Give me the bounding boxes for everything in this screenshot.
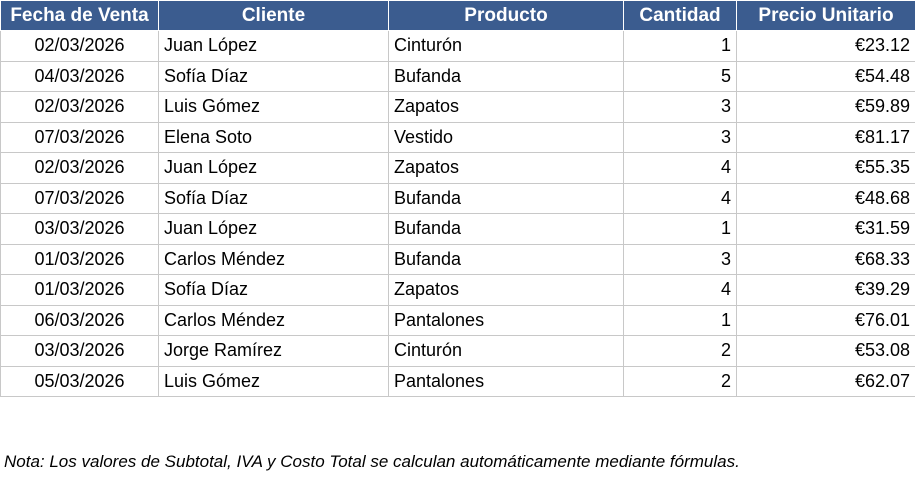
cell-producto[interactable]: Pantalones: [389, 366, 624, 397]
cell-producto[interactable]: Zapatos: [389, 153, 624, 184]
cell-cliente[interactable]: Juan López: [159, 214, 389, 245]
cell-fecha[interactable]: 05/03/2026: [1, 366, 159, 397]
cell-producto[interactable]: Bufanda: [389, 183, 624, 214]
table-row[interactable]: [1, 61, 915, 92]
cell-producto[interactable]: Cinturón: [389, 336, 624, 367]
column-header-cliente[interactable]: Cliente: [159, 1, 389, 31]
cell-cliente[interactable]: Juan López: [159, 153, 389, 184]
cell-cliente[interactable]: Elena Soto: [159, 122, 389, 153]
table-row[interactable]: [1, 92, 915, 123]
column-header-fecha-de-venta[interactable]: Fecha de Venta: [1, 1, 159, 31]
cell-fecha[interactable]: 06/03/2026: [1, 305, 159, 336]
cell-precio[interactable]: €23.12: [737, 31, 915, 62]
table-row[interactable]: [1, 305, 915, 336]
cell-producto[interactable]: Vestido: [389, 122, 624, 153]
cell-cliente[interactable]: Jorge Ramírez: [159, 336, 389, 367]
cell-precio[interactable]: €62.07: [737, 366, 915, 397]
cell-fecha[interactable]: 07/03/2026: [1, 122, 159, 153]
table-header-row: [1, 1, 915, 31]
cell-cliente[interactable]: Luis Gómez: [159, 366, 389, 397]
cell-precio[interactable]: €68.33: [737, 244, 915, 275]
cell-precio[interactable]: €54.48: [737, 61, 915, 92]
cell-precio[interactable]: €48.68: [737, 183, 915, 214]
cell-fecha[interactable]: 02/03/2026: [1, 92, 159, 123]
cell-producto[interactable]: Zapatos: [389, 92, 624, 123]
cell-cantidad[interactable]: 3: [624, 244, 737, 275]
cell-cliente[interactable]: Carlos Méndez: [159, 244, 389, 275]
table-row[interactable]: [1, 214, 915, 245]
cell-producto[interactable]: Cinturón: [389, 31, 624, 62]
column-header-cantidad[interactable]: Cantidad: [624, 1, 737, 31]
table-row[interactable]: [1, 31, 915, 62]
cell-cliente[interactable]: Luis Gómez: [159, 92, 389, 123]
cell-cantidad[interactable]: 4: [624, 183, 737, 214]
cell-fecha[interactable]: 03/03/2026: [1, 336, 159, 367]
cell-fecha[interactable]: 01/03/2026: [1, 275, 159, 306]
cell-cliente[interactable]: Sofía Díaz: [159, 275, 389, 306]
cell-cantidad[interactable]: 5: [624, 61, 737, 92]
table-row[interactable]: [1, 275, 915, 306]
cell-cliente[interactable]: Sofía Díaz: [159, 61, 389, 92]
cell-producto[interactable]: Pantalones: [389, 305, 624, 336]
cell-cantidad[interactable]: 3: [624, 92, 737, 123]
table-row[interactable]: [1, 183, 915, 214]
column-header-precio-unitario[interactable]: Precio Unitario: [737, 1, 915, 31]
cell-cantidad[interactable]: 2: [624, 336, 737, 367]
cell-cantidad[interactable]: 3: [624, 122, 737, 153]
cell-fecha[interactable]: 07/03/2026: [1, 183, 159, 214]
table-row[interactable]: [1, 336, 915, 367]
table-row[interactable]: [1, 244, 915, 275]
cell-cliente[interactable]: Carlos Méndez: [159, 305, 389, 336]
cell-fecha[interactable]: 01/03/2026: [1, 244, 159, 275]
cell-cantidad[interactable]: 4: [624, 153, 737, 184]
cell-producto[interactable]: Bufanda: [389, 61, 624, 92]
cell-cantidad[interactable]: 1: [624, 214, 737, 245]
cell-cliente[interactable]: Juan López: [159, 31, 389, 62]
cell-precio[interactable]: €53.08: [737, 336, 915, 367]
cell-precio[interactable]: €39.29: [737, 275, 915, 306]
footnote: Nota: Los valores de Subtotal, IVA y Costo Total se calculan automáticamente mediante fórmulas.: [4, 452, 740, 471]
cell-fecha[interactable]: 02/03/2026: [1, 31, 159, 62]
cell-precio[interactable]: €81.17: [737, 122, 915, 153]
table-row[interactable]: [1, 153, 915, 184]
cell-precio[interactable]: €59.89: [737, 92, 915, 123]
cell-cantidad[interactable]: 1: [624, 305, 737, 336]
cell-precio[interactable]: €55.35: [737, 153, 915, 184]
cell-precio[interactable]: €76.01: [737, 305, 915, 336]
cell-cliente[interactable]: Sofía Díaz: [159, 183, 389, 214]
cell-cantidad[interactable]: 4: [624, 275, 737, 306]
cell-cantidad[interactable]: 1: [624, 31, 737, 62]
cell-cantidad[interactable]: 2: [624, 366, 737, 397]
cell-fecha[interactable]: 04/03/2026: [1, 61, 159, 92]
cell-producto[interactable]: Bufanda: [389, 244, 624, 275]
table-body: [1, 31, 915, 397]
cell-producto[interactable]: Zapatos: [389, 275, 624, 306]
cell-producto[interactable]: Bufanda: [389, 214, 624, 245]
table-row[interactable]: [1, 366, 915, 397]
column-header-producto[interactable]: Producto: [389, 1, 624, 31]
cell-precio[interactable]: €31.59: [737, 214, 915, 245]
table-row[interactable]: [1, 122, 915, 153]
cell-fecha[interactable]: 02/03/2026: [1, 153, 159, 184]
cell-fecha[interactable]: 03/03/2026: [1, 214, 159, 245]
